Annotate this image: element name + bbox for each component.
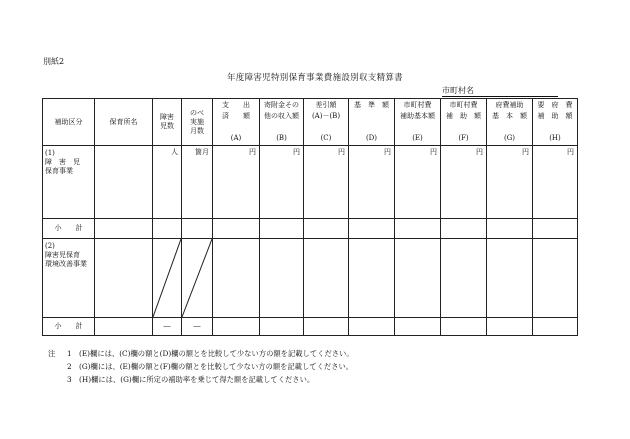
municipality-label: 市町村名 — [442, 86, 474, 95]
document-title: 年度障害児特別保育事業費施設別収支精算書 — [226, 73, 403, 83]
section2-children-cell — [153, 239, 182, 318]
section2-subtotal-months-dash: ― — [182, 318, 213, 336]
header-e: 市町村費 補助基本額 (E) — [395, 99, 441, 146]
section1-subtotal-e[interactable] — [395, 219, 441, 239]
section2-a-cell[interactable] — [213, 239, 260, 318]
header-facility: 保育所名 — [95, 99, 153, 146]
section2-subtotal-children-dash: ― — [153, 318, 182, 336]
section2-subtotal-label: 小 計 — [43, 318, 95, 336]
notes — [48, 347, 354, 386]
note-2: 2 (G)欄には、(E)欄の額と(F)欄の額とを比較して少ない方の額を記載してください。 — [67, 362, 354, 371]
diagonal-slash-children — [153, 239, 181, 317]
section1-a-cell[interactable]: 円 — [213, 146, 260, 219]
section1-subtotal-c[interactable] — [304, 219, 349, 239]
section1-label: (1) 障 害 児 保育事業 — [43, 146, 95, 219]
header-f: 市町村費 補 助 額 (F) — [441, 99, 487, 146]
section1-subtotal-b[interactable] — [260, 219, 304, 239]
section1-d-cell[interactable]: 円 — [349, 146, 395, 219]
section2-e-cell[interactable] — [395, 239, 441, 318]
header-h: 要 府 費 補 助 額 (H) — [533, 99, 578, 146]
section2-h-cell[interactable] — [533, 239, 578, 318]
section2-d-cell[interactable] — [349, 239, 395, 318]
section1-subtotal-f[interactable] — [441, 219, 487, 239]
section1-subtotal-d[interactable] — [349, 219, 395, 239]
section1-months-cell[interactable]: 箇月 — [182, 146, 213, 219]
section2-subtotal-e[interactable] — [395, 318, 441, 336]
form-label: 別紙2 — [43, 57, 65, 66]
section1-e-cell[interactable]: 円 — [395, 146, 441, 219]
section2-subtotal-d[interactable] — [349, 318, 395, 336]
section1-children-cell[interactable]: 人 — [153, 146, 182, 219]
section1-row — [43, 146, 578, 219]
section2-subtotal-b[interactable] — [260, 318, 304, 336]
header-g: 府費補助 基 本 額 (G) — [487, 99, 533, 146]
section1-f-cell[interactable]: 円 — [441, 146, 487, 219]
header-children: 障害 児数 — [153, 99, 182, 146]
note-3: 3 (H)欄には、(G)欄に所定の補助率を乗じて得た額を記載してください。 — [67, 375, 315, 384]
municipality-underline — [442, 96, 558, 97]
diagonal-slash-months — [182, 239, 212, 317]
section2-subtotal-h[interactable] — [533, 318, 578, 336]
section1-subtotal-facility[interactable] — [95, 219, 153, 239]
section1-subtotal-children[interactable] — [153, 219, 182, 239]
section2-months-cell — [182, 239, 213, 318]
section1-subtotal-row — [43, 219, 578, 239]
header-c: 差引額 (A)－(B) (C) — [304, 99, 349, 146]
section2-subtotal-c[interactable] — [304, 318, 349, 336]
section1-facility-cell[interactable] — [95, 146, 153, 219]
settlement-table — [42, 98, 578, 336]
header-row — [43, 99, 578, 146]
section2-subtotal-row — [43, 318, 578, 336]
section1-b-cell[interactable]: 円 — [260, 146, 304, 219]
section2-g-cell[interactable] — [487, 239, 533, 318]
header-a: 支 出 済 額 (A) — [213, 99, 260, 146]
section1-c-cell[interactable]: 円 — [304, 146, 349, 219]
section2-subtotal-facility[interactable] — [95, 318, 153, 336]
section1-h-cell[interactable]: 円 — [533, 146, 578, 219]
section1-subtotal-h[interactable] — [533, 219, 578, 239]
section2-b-cell[interactable] — [260, 239, 304, 318]
header-months: のべ 実施 月数 — [182, 99, 213, 146]
section2-subtotal-a[interactable] — [213, 318, 260, 336]
section1-subtotal-label: 小 計 — [43, 219, 95, 239]
section2-c-cell[interactable] — [304, 239, 349, 318]
header-category: 補助区分 — [43, 99, 95, 146]
section2-f-cell[interactable] — [441, 239, 487, 318]
section1-g-cell[interactable]: 円 — [487, 146, 533, 219]
section2-row — [43, 239, 578, 318]
section2-subtotal-f[interactable] — [441, 318, 487, 336]
section1-subtotal-months[interactable] — [182, 219, 213, 239]
notes-head: 注 — [48, 349, 56, 358]
section1-subtotal-a[interactable] — [213, 219, 260, 239]
note-1: 注 1 (E)欄には、(C)欄の額と(D)欄の額とを比較して少ない方の額を記載してください。 — [48, 349, 354, 358]
section2-facility-cell[interactable] — [95, 239, 153, 318]
header-b: 寄附金その 他の収入額 (B) — [260, 99, 304, 146]
header-d: 基 準 額 (D) — [349, 99, 395, 146]
section2-subtotal-g[interactable] — [487, 318, 533, 336]
section1-subtotal-g[interactable] — [487, 219, 533, 239]
section2-label: (2) 障害児保育 環境改善事業 — [43, 239, 95, 318]
